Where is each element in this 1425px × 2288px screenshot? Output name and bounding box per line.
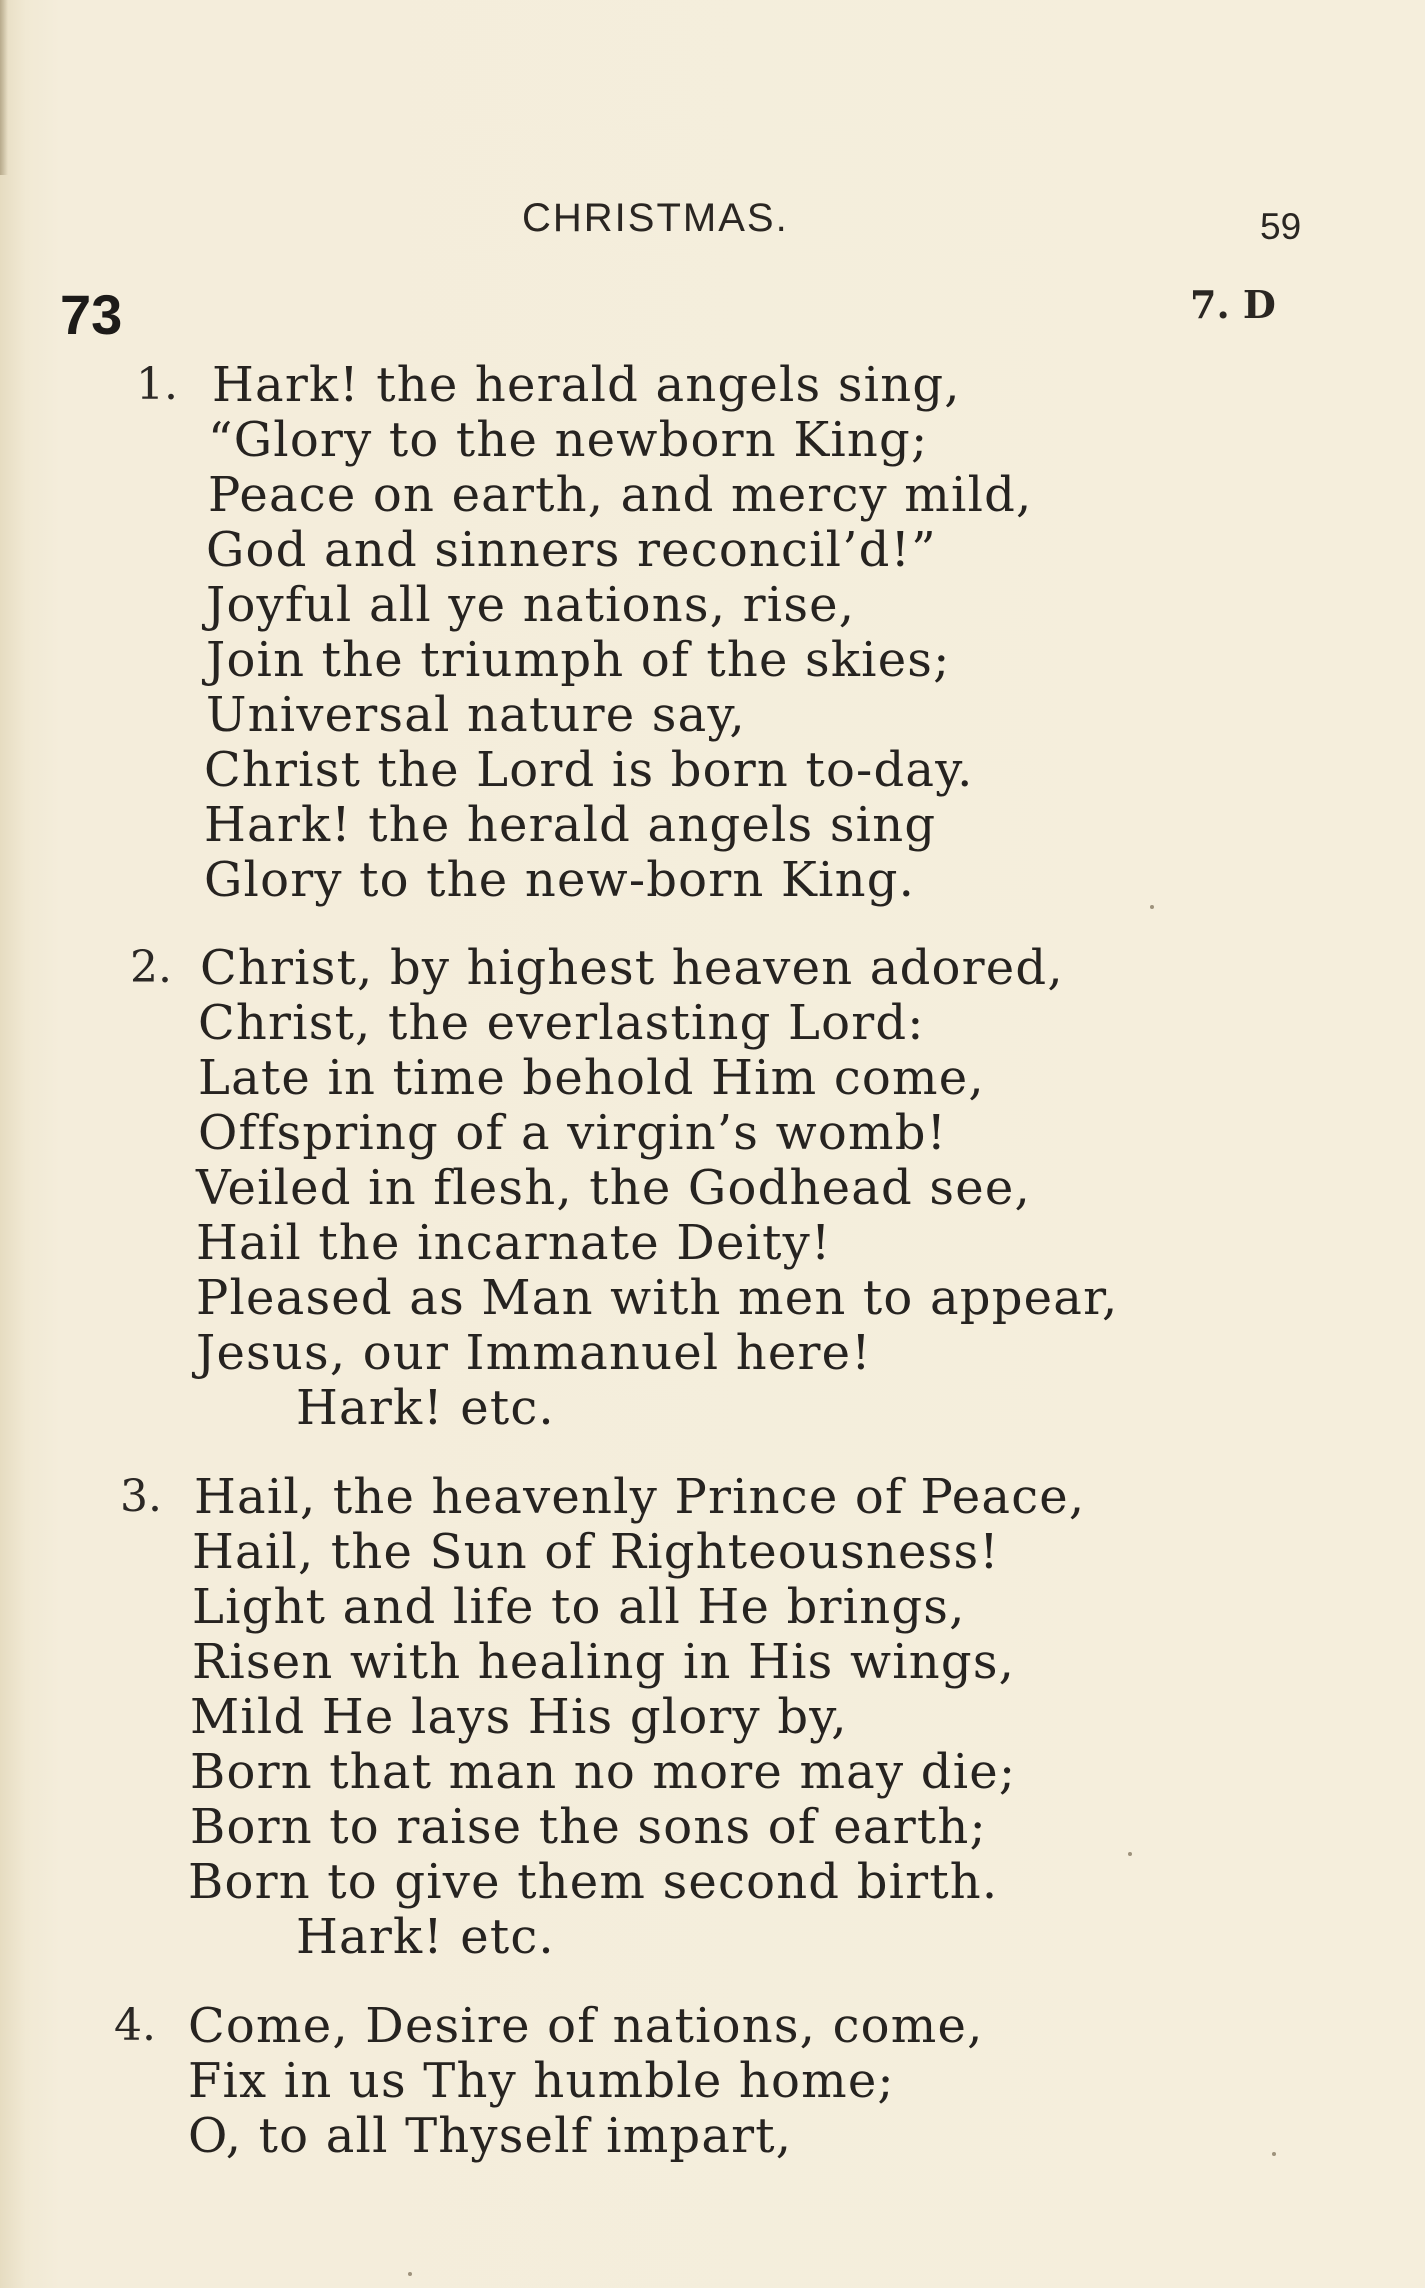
verse-line: Christ, the everlasting Lord: <box>198 995 925 1051</box>
paper-speck <box>1150 905 1154 909</box>
paper-speck <box>408 2272 412 2276</box>
verse-line: Offspring of a virgin’s womb! <box>198 1105 948 1161</box>
paper-speck <box>1128 1852 1132 1856</box>
verse-line: Born to give them second birth. <box>188 1854 999 1910</box>
verse-line: Peace on earth, and mercy mild, <box>208 467 1033 523</box>
paper-speck <box>1272 2152 1276 2156</box>
verse-number: 2. <box>130 942 172 993</box>
running-head: CHRISTMAS. <box>522 196 789 240</box>
hymn-meter: 7. D <box>1190 282 1276 327</box>
page-edge-shadow <box>0 0 8 175</box>
verse-line: Join the triumph of the skies; <box>206 632 951 688</box>
verse-line: Christ, by highest heaven adored, <box>200 940 1064 996</box>
verse-line: Hail, the Sun of Righteousness! <box>192 1524 1000 1580</box>
verse-line: Jesus, our Immanuel here! <box>196 1325 872 1381</box>
verse-line: Pleased as Man with men to appear, <box>196 1270 1119 1326</box>
verse-line: Born that man no more may die; <box>190 1744 1017 1800</box>
verse-line: Light and life to all He brings, <box>192 1579 966 1635</box>
verse-line: Hail the incarnate Deity! <box>196 1215 832 1271</box>
verse-line: Hark! the herald angels sing, <box>212 357 961 413</box>
verse-line: Born to raise the sons of earth; <box>190 1799 987 1855</box>
verse-line: Hail, the heavenly Prince of Peace, <box>194 1469 1086 1525</box>
verse-line: Come, Desire of nations, come, <box>188 1998 984 2054</box>
verse-number: 3. <box>120 1471 162 1522</box>
verse-line: God and sinners reconcil’d!” <box>206 522 937 578</box>
verse-line: Hark! the herald angels sing <box>204 797 937 853</box>
refrain-line: Hark! etc. <box>296 1909 555 1965</box>
verse-line: Veiled in flesh, the Godhead see, <box>196 1160 1031 1216</box>
verse-line: Risen with healing in His wings, <box>192 1634 1016 1690</box>
verse-number: 4. <box>114 2000 156 2051</box>
verse-line: Mild He lays His glory by, <box>190 1689 848 1745</box>
hymn-number: 73 <box>60 283 123 346</box>
refrain-line: Hark! etc. <box>296 1380 555 1436</box>
verse-line: Universal nature say, <box>206 687 746 743</box>
page-number: 59 <box>1260 206 1302 247</box>
verse-line: Christ the Lord is born to-day. <box>204 742 974 798</box>
verse-line: “Glory to the newborn King; <box>208 412 929 468</box>
verse-line: Joyful all ye nations, rise, <box>206 577 856 633</box>
verse-line: Fix in us Thy humble home; <box>188 2053 895 2109</box>
verse-line: Glory to the new-born King. <box>204 852 916 908</box>
verse-line: O, to all Thyself impart, <box>188 2108 793 2164</box>
verse-line: Late in time behold Him come, <box>198 1050 985 1106</box>
verse-number: 1. <box>136 359 178 410</box>
